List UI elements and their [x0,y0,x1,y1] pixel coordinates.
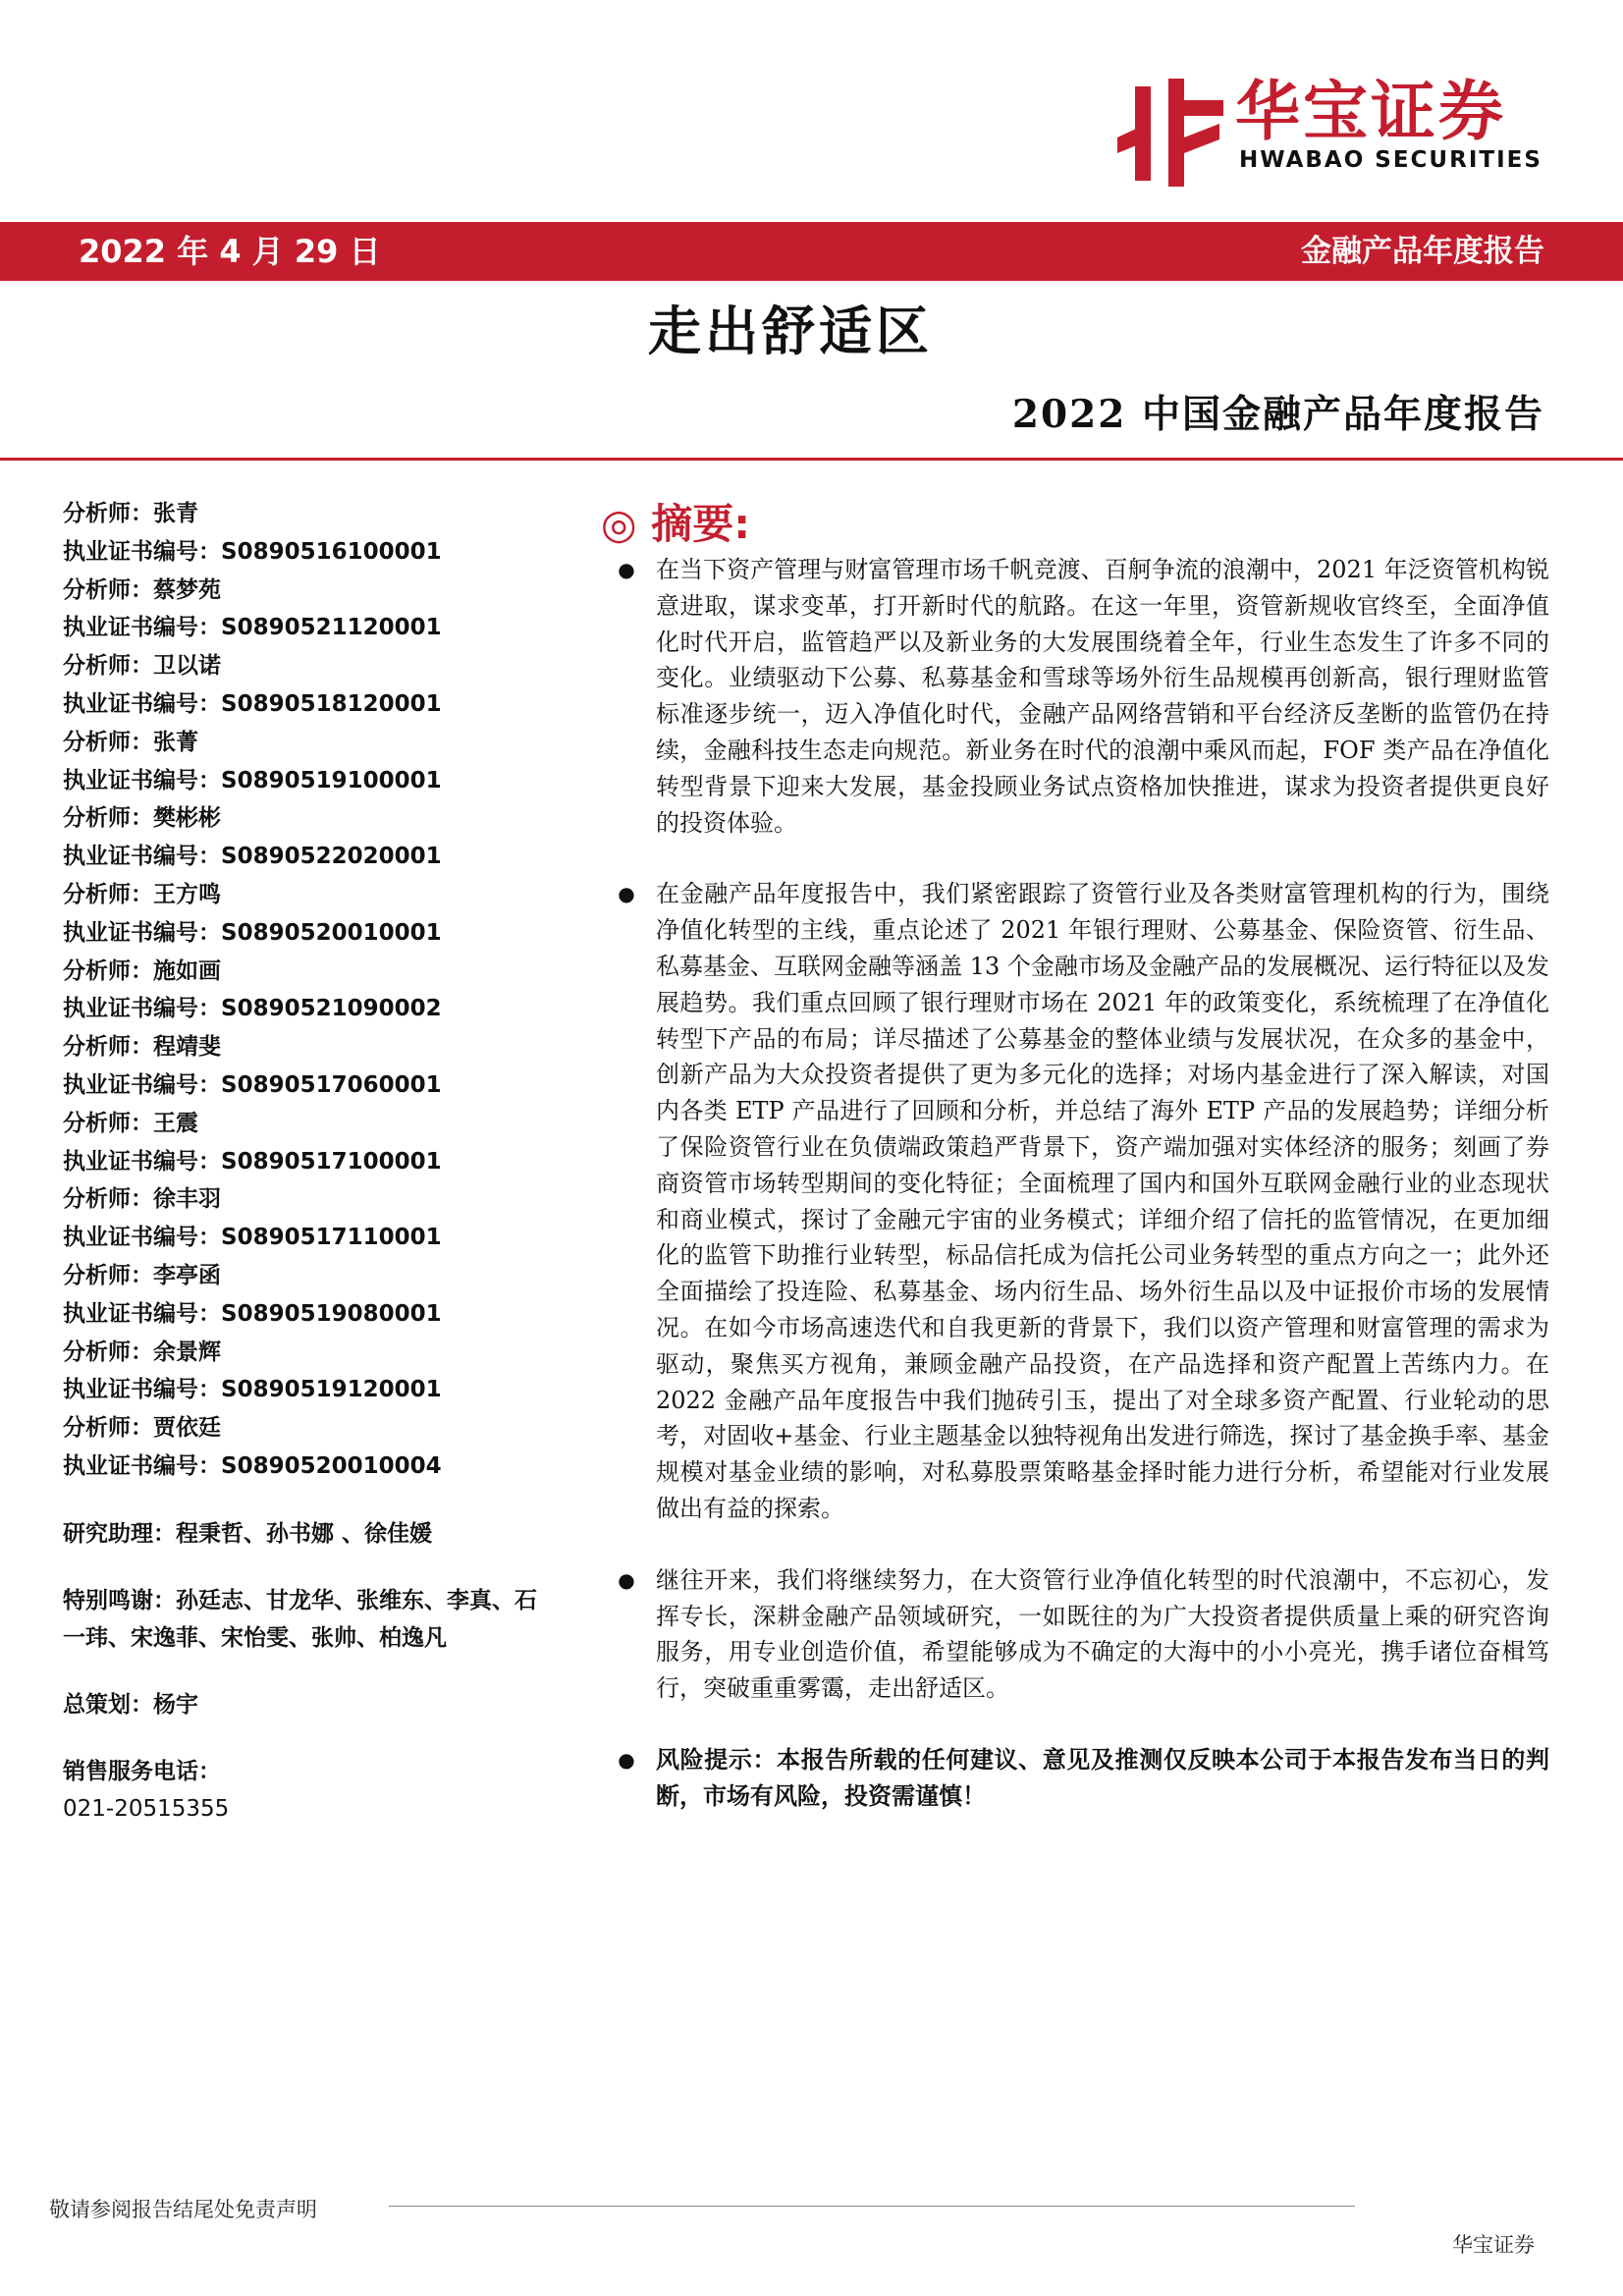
special-thanks: 特别鸣谢：孙廷志、甘龙华、张维东、李真、石一玮、宋逸菲、宋怡雯、张帅、柏逸凡 [63,1587,537,1651]
research-assistants: 研究助理：程秉哲、孙书娜 、徐佳媛 [63,1520,433,1547]
analyst-label: 分析师： [63,501,153,526]
certificate-label: 执业证书编号： [63,844,221,870]
certificate-label: 执业证书编号： [63,690,221,717]
report-type: 金融产品年度报告 [1301,234,1544,269]
footer-brand: 华宝证券 [1452,2233,1535,2257]
footer-disclaimer: 敬请参阅报告结尾处免责声明 [49,2198,317,2221]
certificate-number: S0890522020001 [221,844,442,870]
summary-body [591,552,1549,1850]
analyst-label: 分析师： [63,653,153,680]
analyst-name-value: 王震 [153,1110,198,1136]
analyst-name-value: 蔡梦苑 [153,576,221,603]
analyst-name [63,876,573,914]
analyst-certificate [63,533,573,572]
analyst-name [63,1028,573,1066]
sales-phone: 021-20515355 [63,1795,230,1822]
certificate-number: S0890521090002 [221,996,442,1022]
analyst-label: 分析师： [63,1034,153,1061]
risk-text: 风险提示：本报告所载的任何建议、意见及推测仅反映本公司于本报告发布当日的判断，市场有风险，投资需谨慎！ [656,1745,1549,1810]
analyst-label: 分析师： [63,881,153,907]
analyst-label: 分析师： [63,1339,153,1365]
certificate-number: S0890517110001 [221,1225,442,1251]
summary-text: 继往开来，我们将继续努力，在大资管行业净值化转型的时代浪潮中，不忘初心，发挥专长，深耕金融产品领域研究，一如既往的为广大投资者提供质量上乘的研究咨询服务，用专业创造价值，希望能够成为不确定的大海中的小小亮光，携手诸位奋楫笃行，突破重重雾霭，走出舒适区。 [656,1565,1549,1703]
analyst-certificate [63,1295,573,1334]
analyst-certificate [63,1143,573,1181]
bullet-icon: ● [618,1567,635,1592]
analyst-list [63,495,573,1486]
page-title: 走出舒适区 [648,300,933,362]
certificate-label: 执业证书编号： [63,1225,221,1251]
analyst-name [63,1409,573,1448]
certificate-number: S0890516100001 [221,538,442,565]
analyst-column [63,495,573,1828]
analyst-name-value: 施如画 [153,957,221,984]
analyst-name [63,1180,573,1219]
certificate-number: S0890521120001 [221,615,442,641]
hwabao-logo-icon [1117,79,1225,187]
analyst-name-value: 徐丰羽 [153,1186,221,1213]
certificate-number: S0890517060001 [221,1071,442,1098]
analyst-name-value: 樊彬彬 [153,805,221,832]
analyst-name-value: 张菁 [153,729,198,755]
analyst-label: 分析师： [63,1110,153,1136]
analyst-name [63,724,573,762]
analyst-certificate [63,990,573,1028]
footer-divider [389,2206,1355,2207]
analyst-label: 分析师： [63,729,153,755]
certificate-label: 执业证书编号： [63,615,221,641]
certificate-label: 执业证书编号： [63,767,221,793]
summary-text: 在金融产品年度报告中，我们紧密跟踪了资管行业及各类财富管理机构的行为，围绕净值化转型的主线，重点论述了 2021 年银行理财、公募基金、保险资管、衍生品、私募基金、互联网金融等涵盖 13 个金融市场及金融产品的发展概况、运行特征以及发展趋势。我们重点回顾了银行理财市场在 2021 年的政策变化，系统梳理了在净值化转型下产品的布局；详尽描述了公募基金的整体业绩与发展状况，在众多的基金中，创新产品为大众投资者提供了更为多元化的选择；对场内基金进行了深入解读，对国内各类 ETP 产品进行了回顾和分析，并总结了海外 ETP 产品的发展趋势；详细分析了保险资管行业在负债端政策趋严背景下，资产端加强对实体经济的服务；刻画了券商资管市场转型期间的变化特征；全面梳理了国内和国外互联网金融行业的业态现状和商业模式，探讨了金融元宇宙的业务模式；详细介绍了信托的监管情况，在更加细化的监管下助推行业转型，标品信托成为信托公司业务转型的重点方向之一；此外还全面描绘了投连险、私募基金、场内衍生品、场外衍生品以及中证报价市场的发展情况。在如今市场高速迭代和自我更新的背景下，我们以资产管理和财富管理的需求为驱动，聚焦买方视角，兼顾金融产品投资，在产品选择和资产配置上苦练内力。在 2022 金融产品年度报告中我们抛砖引玉，提出了对全球多资产配置、行业轮动的思考，对固收+基金、行业主题基金以独特视角出发进行筛选，探讨了基金换手率、基金规模对基金业绩的影响，对私募股票策略基金择时能力进行分析，希望能对行业发展做出有益的探索。 [656,880,1549,1522]
page-subtitle: 2022 中国金融产品年度报告 [1011,392,1544,437]
analyst-name-value: 贾依廷 [153,1415,221,1442]
certificate-number: S0890520010004 [221,1452,442,1479]
summary-paragraph [591,876,1549,1526]
analyst-certificate [63,1066,573,1105]
certificate-number: S0890519100001 [221,767,442,793]
analyst-name [63,799,573,838]
analyst-name-value: 程靖斐 [153,1034,221,1061]
analyst-name-value: 余景辉 [153,1339,221,1365]
summary-text: 在当下资产管理与财富管理市场千帆竞渡、百舸争流的浪潮中，2021 年泛资管机构锐意进取，谋求变革，打开新时代的航路。在这一年里，资管新规收官终至，全面净值化时代开启，监管趋严以及新业务的大发展围绕着全年，行业生态发生了许多不同的变化。业绩驱动下公募、私募基金和雪球等场外衍生品规模再创新高，银行理财监管标准逐步统一，迈入净值化时代，金融产品网络营销和平台经济反垄断的监管仍在持续，金融科技生态走向规范。新业务在时代的浪潮中乘风而起，FOF 类产品在净值化转型背景下迎来大发展，基金投顾业务试点资格加快推进，谋求为投资者提供更良好的投资体验。 [656,556,1549,837]
certificate-number: S0890520010001 [221,919,442,946]
analyst-name-value: 王方鸣 [153,881,221,907]
summary-paragraph [591,552,1549,841]
analyst-name [63,647,573,685]
analyst-certificate [63,838,573,876]
analyst-name [63,953,573,991]
risk-warning [591,1742,1549,1815]
header-divider [0,458,1623,461]
bullet-icon: ● [618,1747,635,1772]
certificate-label: 执业证书编号： [63,1071,221,1098]
analyst-certificate [63,1371,573,1409]
analyst-certificate [63,685,573,724]
analyst-label: 分析师： [63,1262,153,1288]
analyst-label: 分析师： [63,576,153,603]
analyst-label: 分析师： [63,805,153,832]
chief-planner: 总策划：杨宇 [63,1691,198,1718]
certificate-label: 执业证书编号： [63,1148,221,1175]
certificate-label: 执业证书编号： [63,996,221,1022]
certificate-number: S0890519080001 [221,1300,442,1327]
logo-text-en: HWABAO SECURITIES [1239,147,1542,173]
analyst-certificate [63,609,573,647]
analyst-name [63,1334,573,1372]
analyst-label: 分析师： [63,957,153,984]
logo-text-cn: 华宝证券 [1235,74,1506,149]
certificate-label: 执业证书编号： [63,1452,221,1479]
analyst-name [63,572,573,610]
analyst-label: 分析师： [63,1186,153,1213]
analyst-name [63,1257,573,1295]
analyst-certificate [63,762,573,800]
certificate-label: 执业证书编号： [63,1377,221,1403]
sales-label: 销售服务电话： [63,1758,221,1784]
summary-paragraph [591,1562,1549,1707]
bullet-icon: ● [618,558,635,581]
certificate-label: 执业证书编号： [63,538,221,565]
analyst-name-value: 张青 [153,501,198,526]
analyst-label: 分析师： [63,1415,153,1442]
analyst-certificate [63,914,573,953]
analyst-name [63,1105,573,1143]
analyst-name [63,495,573,533]
summary-heading: ◎ 摘要: [601,500,751,548]
certificate-label: 执业证书编号： [63,919,221,946]
certificate-number: S0890519120001 [221,1377,442,1403]
certificate-number: S0890517100001 [221,1148,442,1175]
certificate-number: S0890518120001 [221,690,442,717]
analyst-certificate [63,1448,573,1486]
analyst-certificate [63,1219,573,1257]
certificate-label: 执业证书编号： [63,1300,221,1327]
analyst-name-value: 李亭函 [153,1262,221,1288]
analyst-name-value: 卫以诺 [153,653,221,680]
report-date: 2022 年 4 月 29 日 [79,233,381,270]
bullet-icon: ● [618,882,635,906]
